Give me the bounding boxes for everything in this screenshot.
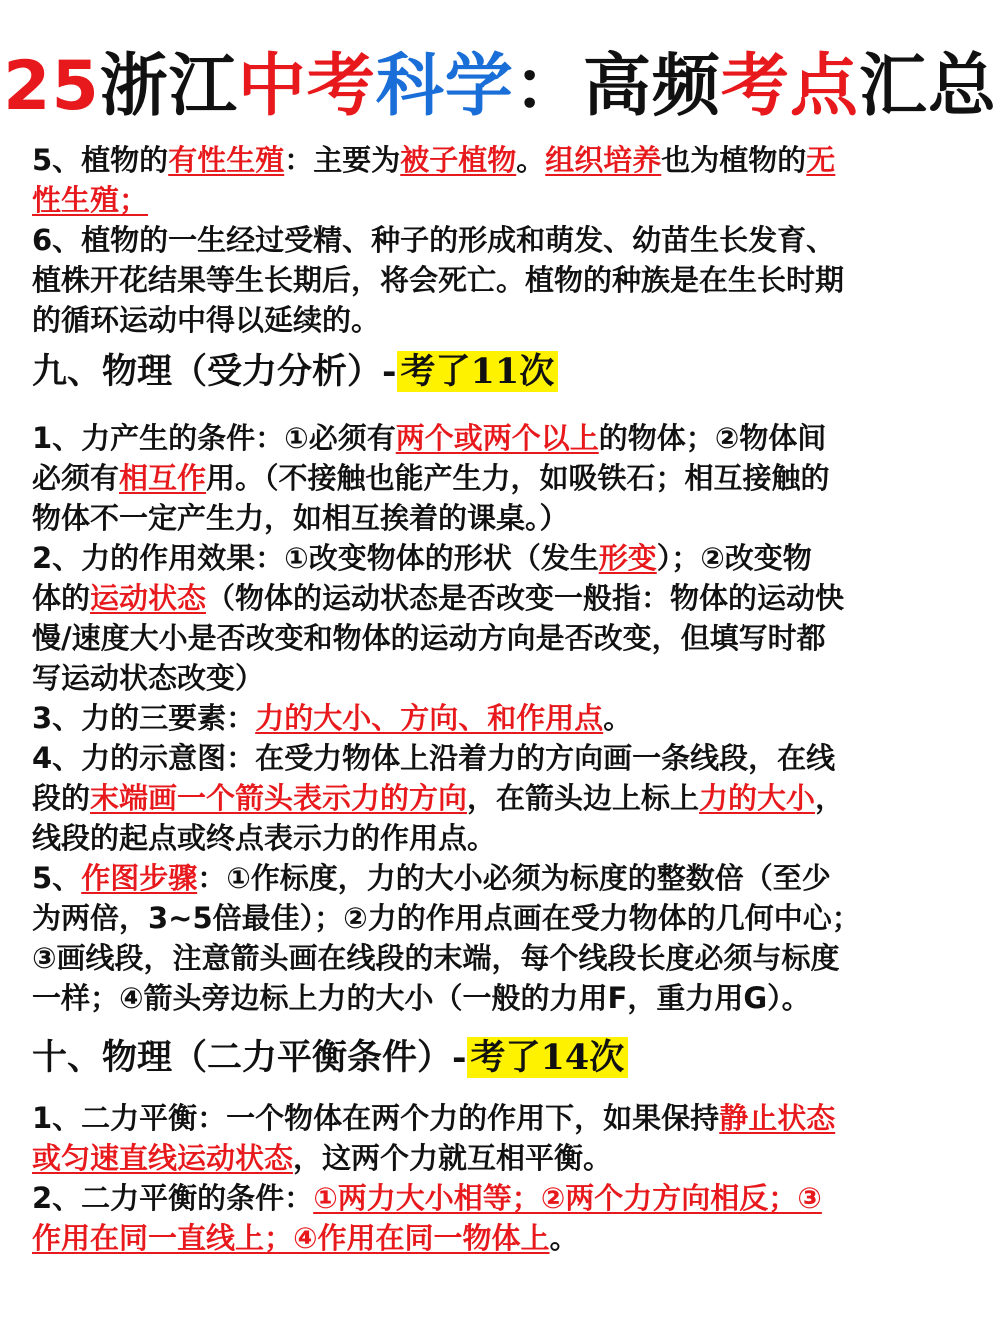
text-segment: 写运动状态改变） bbox=[32, 661, 265, 695]
text-line bbox=[32, 1178, 972, 1218]
text-segment: 。 bbox=[603, 701, 633, 735]
text-segment: 。 bbox=[549, 1221, 579, 1255]
highlighted-term: 相互作 bbox=[119, 461, 207, 495]
highlighted-term: 作图步骤 bbox=[81, 861, 198, 895]
highlighted-term: 无 bbox=[806, 143, 836, 177]
highlighted-term: 静止状态 bbox=[719, 1101, 836, 1135]
text-segment: 必须有 bbox=[32, 461, 120, 495]
text-line bbox=[32, 778, 972, 818]
plant-reproduction-section bbox=[32, 140, 972, 340]
text-segment: 5、 bbox=[32, 861, 82, 895]
text-line bbox=[32, 418, 972, 458]
text-segment: 3、力的三要素： bbox=[32, 701, 256, 735]
section-heading-force-balance bbox=[32, 1034, 628, 1082]
text-line bbox=[32, 578, 972, 618]
text-segment: 慢/速度大小是否改变和物体的运动方向是否改变，但填写时都 bbox=[32, 621, 826, 655]
highlighted-term: 组织培养 bbox=[545, 143, 662, 177]
text-line bbox=[32, 698, 972, 738]
text-segment: 。 bbox=[516, 143, 546, 177]
highlighted-term: 或匀速直线运动状态 bbox=[32, 1141, 294, 1175]
text-line bbox=[32, 978, 972, 1018]
highlighted-term: ①两力大小相等；②两个力方向相反；③ bbox=[313, 1181, 822, 1215]
title-part: 考点 bbox=[720, 47, 859, 126]
title-part: 25 bbox=[3, 47, 100, 126]
title-part: 浙江 bbox=[99, 47, 238, 126]
title-part: 科学 bbox=[375, 47, 514, 126]
text-line bbox=[32, 1218, 972, 1258]
exam-count-badge: 考了11次 bbox=[397, 351, 559, 392]
text-segment: （物体的运动状态是否改变一般指：物体的运动快 bbox=[206, 581, 845, 615]
force-analysis-section bbox=[32, 418, 972, 1018]
heading-text: 十、物理（二力平衡条件）- bbox=[32, 1037, 467, 1078]
text-segment: 也为植物的 bbox=[661, 143, 807, 177]
page-title bbox=[0, 42, 1000, 132]
text-line bbox=[32, 858, 972, 898]
text-line bbox=[32, 1138, 972, 1178]
force-balance-section bbox=[32, 1098, 972, 1258]
highlighted-term: 形变 bbox=[598, 541, 657, 575]
text-line bbox=[32, 300, 972, 340]
text-line bbox=[32, 458, 972, 498]
text-line bbox=[32, 220, 972, 260]
text-segment: ，在箭头边上标上 bbox=[467, 781, 700, 815]
highlighted-term: 被子植物 bbox=[400, 143, 517, 177]
highlighted-term: 运动状态 bbox=[90, 581, 207, 615]
text-segment: 2、力的作用效果：①改变物体的形状（发生 bbox=[32, 541, 599, 575]
highlighted-term: 力的大小、方向、和作用点 bbox=[255, 701, 604, 735]
text-segment: ：①作标度，力的大小必须为标度的整数倍（至少 bbox=[197, 861, 831, 895]
highlighted-term: 有性生殖 bbox=[168, 143, 285, 177]
text-line bbox=[32, 140, 972, 180]
text-line bbox=[32, 818, 972, 858]
highlighted-term: 力的大小 bbox=[699, 781, 816, 815]
text-line bbox=[32, 1098, 972, 1138]
text-segment: ③画线段，注意箭头画在线段的末端，每个线段长度必须与标度 bbox=[32, 941, 840, 975]
text-line bbox=[32, 538, 972, 578]
text-segment: 4、力的示意图：在受力物体上沿着力的方向画一条线段，在线 bbox=[32, 741, 836, 775]
text-segment: 2、二力平衡的条件： bbox=[32, 1181, 314, 1215]
highlighted-term: 性生殖； bbox=[32, 183, 149, 217]
section-heading-force-analysis bbox=[32, 348, 558, 396]
text-line bbox=[32, 658, 972, 698]
text-segment: 为两倍，3~5倍最佳）；②力的作用点画在受力物体的几何中心； bbox=[32, 901, 861, 935]
text-segment: 1、二力平衡：一个物体在两个力的作用下，如果保持 bbox=[32, 1101, 720, 1135]
text-segment: 6、植物的一生经过受精、种子的形成和萌发、幼苗生长发育、 bbox=[32, 223, 836, 257]
text-line bbox=[32, 898, 972, 938]
text-segment: 段的 bbox=[32, 781, 91, 815]
text-segment: 体的 bbox=[32, 581, 91, 615]
exam-count-badge: 考了14次 bbox=[467, 1037, 629, 1078]
title-part: 汇总 bbox=[858, 47, 997, 126]
highlighted-term: 末端画一个箭头表示力的方向 bbox=[90, 781, 468, 815]
text-line bbox=[32, 498, 972, 538]
text-line bbox=[32, 180, 972, 220]
text-segment: 线段的起点或终点表示力的作用点。 bbox=[32, 821, 497, 855]
title-part: ：高频 bbox=[513, 47, 721, 126]
text-segment: ，这两个力就互相平衡。 bbox=[293, 1141, 613, 1175]
text-segment: 用。（不接触也能产生力，如吸铁石；相互接触的 bbox=[206, 461, 830, 495]
text-segment: 5、植物的 bbox=[32, 143, 169, 177]
highlighted-term: 两个或两个以上 bbox=[395, 421, 599, 455]
text-segment: 一样；④箭头旁边标上力的大小（一般的力用F，重力用G）。 bbox=[32, 981, 811, 1015]
text-segment: 植株开花结果等生长期后，将会死亡。植物的种族是在生长时期 bbox=[32, 263, 845, 297]
text-segment: ：主要为 bbox=[284, 143, 401, 177]
text-segment: 的物体；②物体间 bbox=[598, 421, 827, 455]
heading-text: 九、物理（受力分析）- bbox=[32, 351, 397, 392]
text-line bbox=[32, 260, 972, 300]
text-line bbox=[32, 618, 972, 658]
text-segment: ， bbox=[815, 781, 845, 815]
text-segment: 1、力产生的条件：①必须有 bbox=[32, 421, 396, 455]
text-line bbox=[32, 738, 972, 778]
title-part: 中考 bbox=[237, 47, 376, 126]
text-segment: 的循环运动中得以延续的。 bbox=[32, 303, 381, 337]
text-line bbox=[32, 938, 972, 978]
text-segment: 物体不一定产生力，如相互挨着的课桌。） bbox=[32, 501, 569, 535]
text-segment: ）；②改变物 bbox=[656, 541, 812, 575]
highlighted-term: 作用在同一直线上；④作用在同一物体上 bbox=[32, 1221, 550, 1255]
